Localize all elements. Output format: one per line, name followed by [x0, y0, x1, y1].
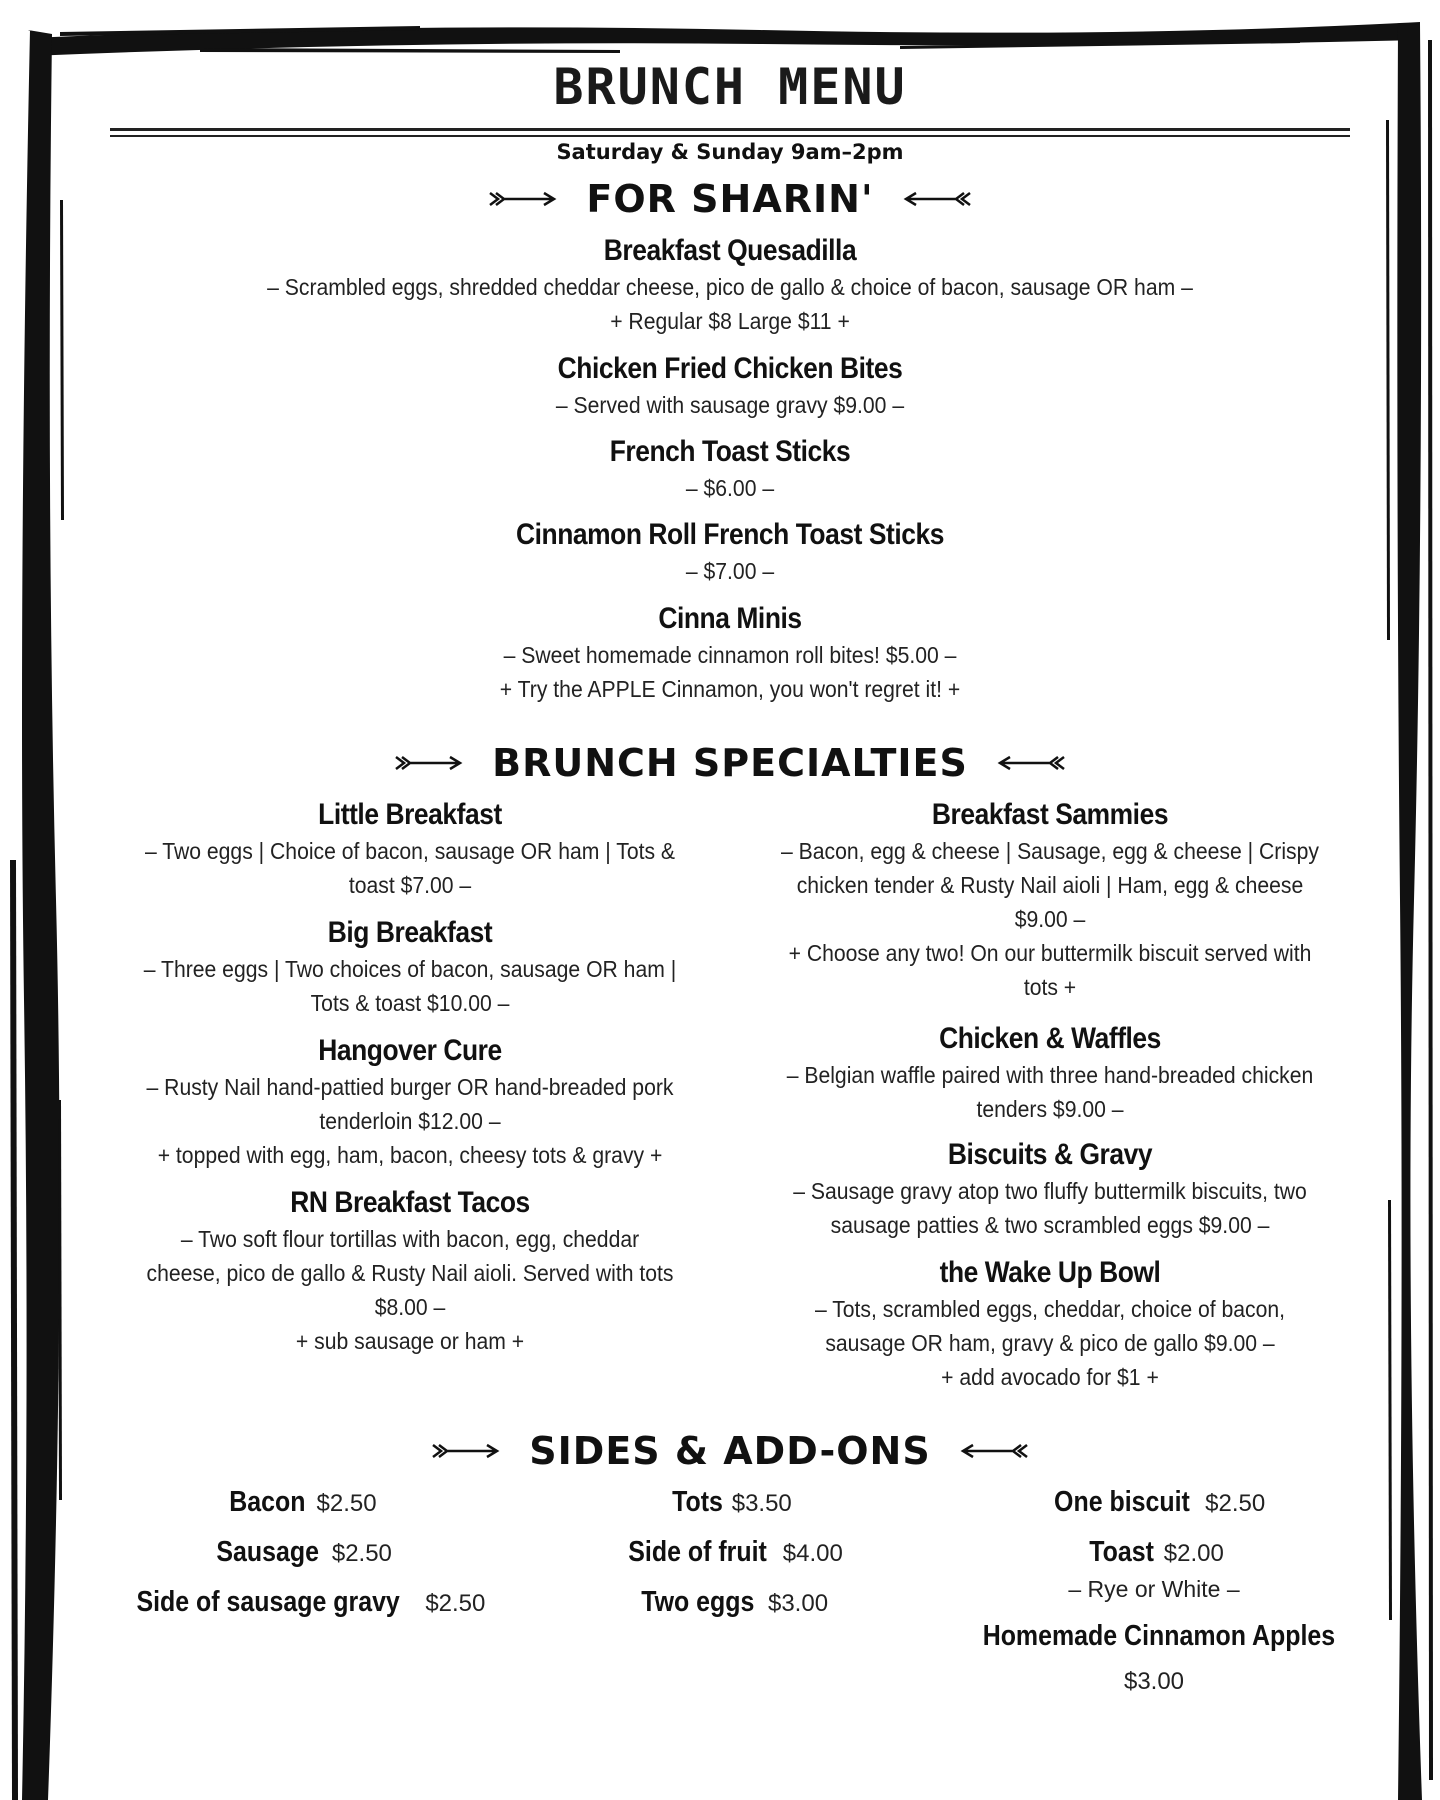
item-name: Little Breakfast — [318, 798, 502, 831]
item-description: toast $7.00 – — [348, 872, 472, 898]
section-heading-sides — [0, 1426, 1440, 1473]
menu-item — [110, 796, 710, 902]
item-description: – Sweet homemade cinnamon roll bites! $5.00 – — [503, 642, 957, 668]
menu-item — [130, 232, 1330, 338]
item-description: Tots & toast $10.00 – — [310, 990, 510, 1016]
side-name: Side of sausage gravy — [136, 1586, 400, 1618]
side-name: One biscuit — [1053, 1486, 1190, 1518]
side-price: $2.50 — [1205, 1490, 1266, 1517]
item-description: – Two soft flour tortillas with bacon, egg, cheddar — [180, 1226, 640, 1252]
item-description: – Bacon, egg & cheese | Sausage, egg & cheese | Crispy — [781, 838, 1319, 864]
item-description: – Served with sausage gravy $9.00 – — [555, 392, 905, 418]
item-name: Chicken Fried Chicken Bites — [557, 352, 903, 385]
side-price: $3.00 — [1123, 1668, 1185, 1695]
menu-item — [130, 516, 1330, 588]
item-description: – Tots, scrambled eggs, cheddar, choice of bacon, — [814, 1296, 1286, 1322]
side-name: Homemade Cinnamon Apples — [982, 1620, 1336, 1652]
section-heading-sharin — [0, 174, 1440, 221]
item-extra: + topped with egg, ham, bacon, cheesy tots & gravy + — [157, 1142, 663, 1168]
side-item — [954, 1486, 1354, 1519]
arrow-right-icon — [431, 1441, 501, 1461]
item-name: Cinna Minis — [658, 602, 802, 635]
menu-title: BRUNCH MENU — [553, 58, 907, 116]
section-title: SIDES & ADD-ONS — [529, 1428, 931, 1473]
arrow-left-icon — [996, 753, 1066, 773]
side-item — [530, 1586, 930, 1619]
item-name: Breakfast Sammies — [931, 798, 1169, 831]
side-note-text: – Rye or White – — [1068, 1576, 1240, 1602]
item-extra: + sub sausage or ham + — [295, 1328, 525, 1354]
title-divider-line-thin — [110, 135, 1350, 137]
side-item — [954, 1620, 1354, 1653]
side-price: $2.50 — [316, 1490, 377, 1517]
menu-hours: Saturday & Sunday 9am–2pm — [556, 140, 904, 164]
title-divider-line — [110, 128, 1350, 131]
item-name: the Wake Up Bowl — [939, 1256, 1161, 1289]
side-price: $2.50 — [331, 1540, 392, 1567]
side-item — [530, 1486, 930, 1519]
side-name: Toast — [1089, 1536, 1155, 1568]
section-heading-specialties — [0, 738, 1440, 785]
side-price: $2.50 — [425, 1590, 486, 1617]
side-item — [100, 1486, 500, 1519]
side-price: $3.50 — [731, 1490, 792, 1517]
side-item — [954, 1536, 1354, 1569]
item-extra: + Try the APPLE Cinnamon, you won't regret it! + — [499, 676, 961, 702]
section-title: BRUNCH SPECIALTIES — [492, 740, 968, 785]
item-description: sausage patties & two scrambled eggs $9.00 – — [830, 1212, 1270, 1238]
section-title: FOR SHARIN' — [586, 176, 874, 221]
menu-item — [110, 1184, 710, 1358]
item-name: Big Breakfast — [327, 916, 493, 949]
arrow-right-icon — [488, 189, 558, 209]
side-price: $2.00 — [1163, 1540, 1224, 1567]
menu-item — [750, 1136, 1350, 1242]
menu-item — [130, 350, 1330, 422]
item-description: $9.00 – — [1014, 906, 1086, 932]
item-name: Biscuits & Gravy — [947, 1138, 1153, 1171]
menu-item — [130, 600, 1330, 706]
item-name: Breakfast Quesadilla — [603, 234, 857, 267]
side-price: $4.00 — [782, 1540, 843, 1567]
menu-item — [130, 433, 1330, 505]
arrow-left-icon — [959, 1441, 1029, 1461]
item-description: – Rusty Nail hand-pattied burger OR hand-breaded pork — [146, 1074, 674, 1100]
side-item — [100, 1586, 500, 1619]
item-name: French Toast Sticks — [609, 435, 851, 468]
item-extra: + Choose any two! On our buttermilk biscuit served with — [788, 940, 1312, 966]
menu-item — [750, 1254, 1350, 1394]
item-name: Hangover Cure — [318, 1034, 502, 1067]
side-price-row — [954, 1668, 1354, 1696]
item-name: Cinnamon Roll French Toast Sticks — [515, 518, 944, 551]
arrow-right-icon — [394, 753, 464, 773]
side-item — [100, 1536, 500, 1569]
menu-item — [110, 914, 710, 1020]
side-name: Tots — [672, 1486, 724, 1518]
side-item — [530, 1536, 930, 1569]
item-description: tenderloin $12.00 – — [319, 1108, 501, 1134]
side-price: $3.00 — [767, 1590, 829, 1617]
side-name: Side of fruit — [628, 1536, 768, 1568]
item-description: cheese, pico de gallo & Rusty Nail aioli. Served with tots — [146, 1260, 674, 1286]
item-description: – Belgian waffle paired with three hand-breaded chicken — [786, 1062, 1314, 1088]
side-note — [954, 1576, 1354, 1603]
side-name: Two eggs — [641, 1586, 755, 1618]
item-name: RN Breakfast Tacos — [290, 1186, 530, 1219]
menu-item — [750, 796, 1350, 1004]
item-description: $8.00 – — [374, 1294, 446, 1320]
item-description: – $6.00 – — [685, 475, 775, 501]
item-description: tenders $9.00 – — [976, 1096, 1124, 1122]
item-description: – $7.00 – — [685, 558, 775, 584]
side-name: Sausage — [216, 1536, 320, 1568]
menu-item — [750, 1020, 1350, 1126]
item-extra: + Regular $8 Large $11 + — [610, 308, 850, 334]
menu-item — [110, 1032, 710, 1172]
item-extra: tots + — [1023, 974, 1077, 1000]
item-extra: + add avocado for $1 + — [941, 1364, 1159, 1390]
arrow-left-icon — [902, 189, 972, 209]
side-name: Bacon — [229, 1486, 306, 1518]
item-description: sausage OR ham, gravy & pico de gallo $9.00 – — [825, 1330, 1275, 1356]
item-description: chicken tender & Rusty Nail aioli | Ham, egg & cheese — [796, 872, 1304, 898]
item-description: – Scrambled eggs, shredded cheddar cheese, pico de gallo & choice of bacon, sausage OR ham – — [267, 274, 1193, 300]
item-description: – Two eggs | Choice of bacon, sausage OR ham | Tots & — [144, 838, 676, 864]
item-name: Chicken & Waffles — [939, 1022, 1161, 1055]
item-description: – Three eggs | Two choices of bacon, sausage OR ham | — [143, 956, 677, 982]
item-description: – Sausage gravy atop two fluffy buttermilk biscuits, two — [793, 1178, 1307, 1204]
